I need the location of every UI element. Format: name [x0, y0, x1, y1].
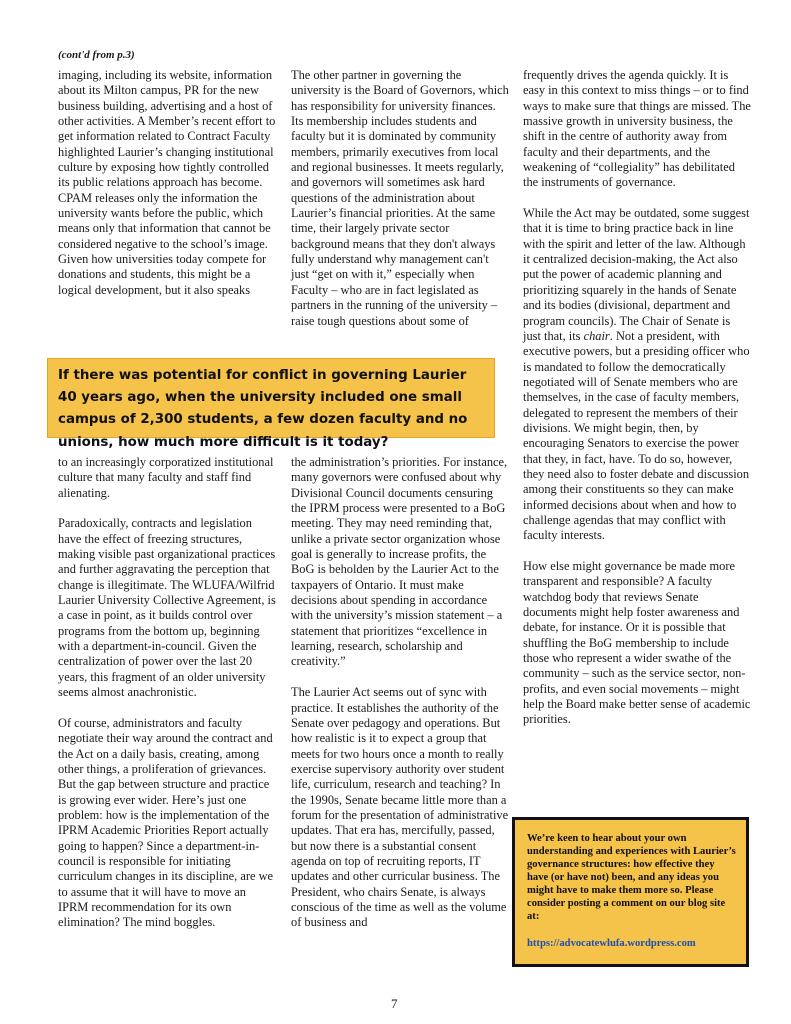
emphasis-chair: chair [583, 328, 610, 343]
page-number: 7 [391, 996, 398, 1011]
text-run: While the Act may be outdated, some suggest that it is time to bring practice back in line with the spirit and letter of the law. Although it centralized decision-making, the Act also put the power of academic planning and prioritizing squarely in the hands of Senate and its bodies (divisional, department and program councils). The Chair of Senate is just that, its [523, 206, 750, 343]
paragraph: Of course, administrators and faculty negotiate their way around the contract and the Act on a daily basis, creating, among other things, a proliferation of grievances. But the gap between structure and practice is growing ever wider. Here’s just one problem: how is the implementation of the IPRM Academic Priorities Report actually going to happen? Since a department-in-council is responsible for initiating curriculum changes in its discipline, are we to assume that it will have to move an IPRM recommendation for its own elimination? The mind boggles. [58, 715, 274, 930]
text-run: . Not a president, with executive powers, but a presiding officer who is mandated to follow the democratically negotiated will of Senate members who are themselves, in the case of faculty members, delegated to represent the members of their divisions. We might begin, then, by encouraging Senators to exercise the power that they, in fact, have. To do so, however, they need also to foster debate and discussion among their constituents so they can make informed decisions about when and how to challenge agendas that may conflict with faculty interests. [523, 328, 750, 543]
paragraph: imaging, including its website, information about its Milton campus, PR for the new business building, advertising and a host of other activities. A Member’s recent effort to get information related to Contract Faculty highlighted Laurier’s changing institutional culture by exposing how tightly controlled its public relations approach has become. CPAM releases only the information the university wants before the public, which means only that information that cannot be considered negative to the school’s image. Given how universities today compete for donations and students, this might be a logical development, but it also speaks [58, 68, 276, 297]
column-2-bottom [291, 455, 509, 931]
column-2-top [291, 68, 509, 329]
column-1-top [58, 68, 276, 298]
callout-text: We’re keen to hear about your own understanding and experiences with Laurier’s governance structures: how effective they have (or have not) been, and any ideas you might have to make them more so. Please consider posting a comment on our blog site at: [527, 833, 736, 922]
column-1-bottom [58, 455, 276, 931]
blog-link[interactable]: https://advocatewlufa.wordpress.com [527, 938, 696, 949]
paragraph: the administration’s priorities. For instance, many governors were confused about why Divisional Council documents censuring the IPRM process were presented to a BoG meeting. They may need reminding that, unlike a private sector organization whose goal is generally to increase profits, the BoG is beholden by the Laurier Act to the taxpayers of Ontario. It must make decisions about spending in accordance with the university’s mission statement – a statement that prioritizes “excellence in learning, research, scholarship and creativity.” [291, 455, 508, 669]
column-3 [523, 68, 751, 728]
paragraph: Paradoxically, contracts and legislation have the effect of freezing structures, making visible past organizational practices and further aggravating the perception that change is illegitimate. The WLUFA/Wilfrid Laurier University Collective Agreement, is a case in point, as it builds control over programs from the bottom up, beginning with a department-in-council. Given the centralization of power over the last 20 years, this fragment of an older university seems almost anachronistic. [58, 516, 276, 700]
blog-callout-box [512, 817, 749, 967]
paragraph: frequently drives the agenda quickly. It is easy in this context to miss things – or to find ways to make sure that things are missed. The massive growth in university business, the shift in the centre of authority away from faculty and their departments, and the weakening of “collegiality” has debilitated the instruments of governance. [523, 68, 751, 190]
pull-quote: If there was potential for conflict in governing Laurier 40 years ago, when the university included one small campus of 2,300 students, a few dozen faculty and no unions, how much more difficult is it today? [47, 358, 495, 438]
paragraph: The other partner in governing the university is the Board of Governors, which has responsibility for university finances. Its membership includes students and faculty but it is dominated by community members, primarily executives from local and regional businesses. It meets regularly, and governors will sometimes ask hard questions of the administration about Laurier’s financial priorities. At the same time, their largely private sector background means that they don't always fully understand why management can't just “get on with it,” especially when Faculty – who are in fact legislated as partners in the running of the university – raise tough questions about some of [291, 68, 509, 328]
paragraph [523, 206, 751, 544]
paragraph: to an increasingly corporatized institutional culture that many faculty and staff find alienating. [58, 455, 274, 500]
continued-from-note: (cont'd from p.3) [58, 49, 135, 61]
paragraph: The Laurier Act seems out of sync with practice. It establishes the authority of the Senate over pedagogy and operations. But how realistic is it to expect a group that meets for two hours once a month to really exercise supervisory authority over student life, curriculum, research and teaching? In the 1990s, Senate became little more than a forum for the presentation of administrative updates. That era has, mercifully, passed, but now there is a substantial consent agenda on top of recruiting reports, IT updates and other curricular business. The President, who chairs Senate, is always conscious of the time as well as the volume of business and [291, 685, 509, 930]
paragraph: How else might governance be made more transparent and responsible? A faculty watchdog body that reviews Senate documents might help foster awareness and debate, for instance. Or it is possible that shuffling the BoG membership to include those who represent a wider swathe of the community – such as the service sector, non-profits, and even social movements – might help the Board make better sense of academic priorities. [523, 559, 751, 727]
